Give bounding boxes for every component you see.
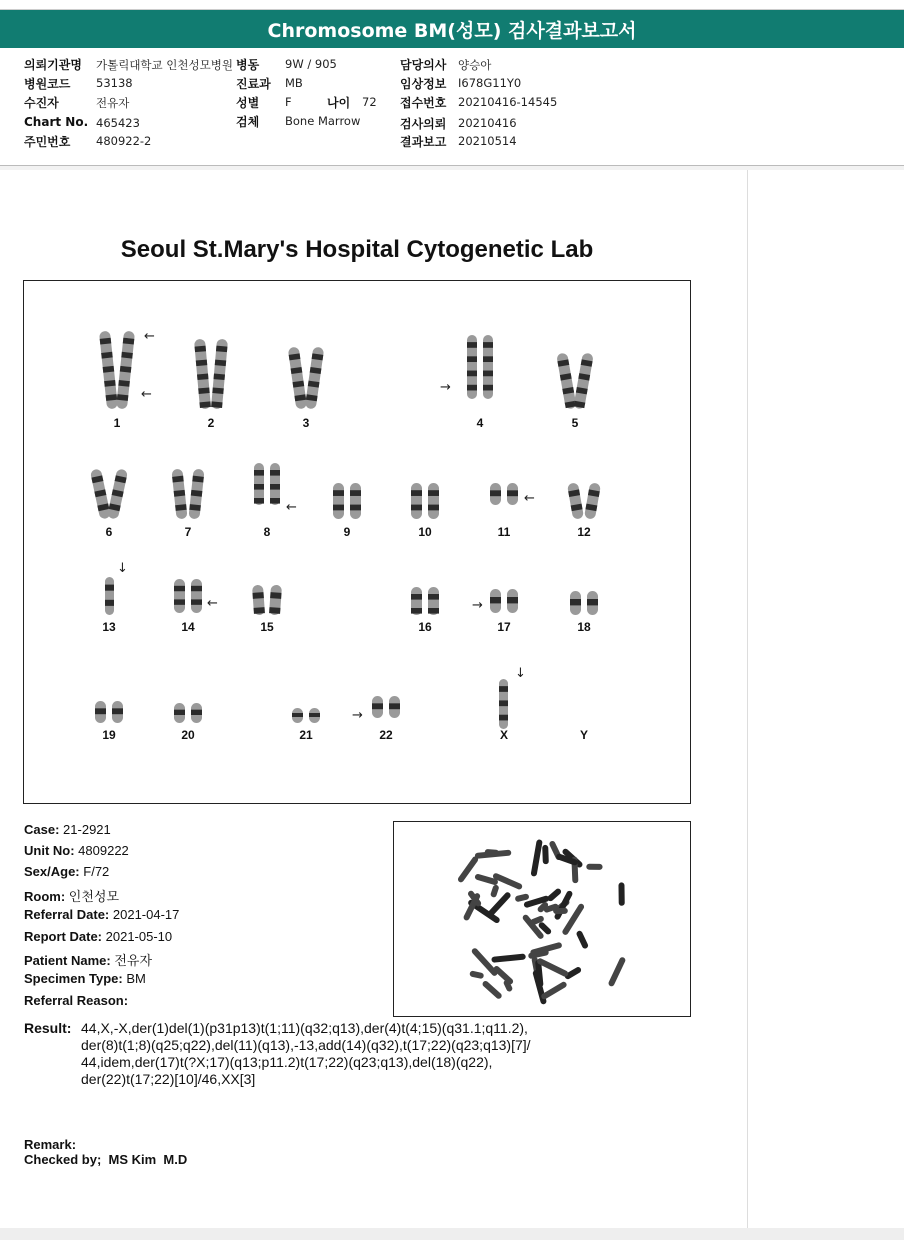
result-line: 44,X,-X,der(1)del(1)(p31p13)t(1;11)(q32;q13),der(4)t(4;15)(q31.1;q11.2),	[81, 1020, 528, 1036]
header-age-label: 나이	[327, 96, 351, 110]
chr-label-14: 14	[181, 620, 195, 634]
remark-label: Remark:	[24, 1137, 77, 1152]
chr-label-16: 16	[418, 620, 432, 634]
case-field-label: Sex/Age:	[24, 864, 80, 879]
chr-label-11: 11	[497, 525, 511, 539]
left-arrow-icon: ←	[207, 596, 218, 611]
header-left-label-3: Chart No.	[24, 115, 89, 129]
header-right-label-0: 담당의사	[400, 58, 447, 72]
chr-label-13: 13	[102, 620, 116, 634]
header-mid-value-1: MB	[285, 76, 303, 90]
chr-label-7: 7	[184, 525, 192, 539]
case-field	[24, 993, 128, 1008]
header-mid-value-2: F	[285, 95, 292, 109]
right-arrow-icon: →	[352, 708, 363, 723]
header-mid-value-3: Bone Marrow	[285, 114, 361, 128]
left-arrow-icon: ←	[141, 387, 152, 402]
left-arrow-icon: ←	[524, 491, 535, 506]
lab-title: Seoul St.Mary's Hospital Cytogenetic Lab	[120, 236, 594, 263]
chr-label-8: 8	[263, 525, 271, 539]
header-right-label-4: 결과보고	[400, 135, 447, 149]
chr-label-10: 10	[418, 525, 432, 539]
case-field	[24, 907, 179, 922]
header-mid-label-2: 성별	[236, 96, 260, 110]
header-age-value: 72	[362, 95, 377, 109]
case-field-label: Patient Name:	[24, 953, 111, 968]
header-right-value-4: 20210514	[458, 134, 517, 148]
chr-label-18: 18	[577, 620, 591, 634]
case-field-value: 4809222	[78, 843, 129, 858]
header-right-label-2: 접수번호	[400, 96, 447, 110]
karyogram-image	[23, 280, 691, 804]
chr-label-21: 21	[299, 728, 313, 742]
case-field-label: Case:	[24, 822, 60, 837]
chr-label-6: 6	[105, 525, 113, 539]
metaphase-image	[393, 821, 691, 1017]
header-left-label-0: 의뢰기관명	[24, 58, 82, 72]
report-title: Chromosome BM(성모) 검사결과보고서	[0, 10, 904, 48]
case-field-value: 전유자	[114, 953, 153, 968]
result-line: der(22)t(17;22)[10]/46,XX[3]	[81, 1071, 256, 1087]
header-left-label-2: 수진자	[24, 96, 59, 110]
left-arrow-icon: ←	[144, 329, 155, 344]
chr-label-17: 17	[497, 620, 511, 634]
header-left-value-2: 전유자	[96, 96, 130, 110]
karyogram-chromosomes	[24, 281, 689, 802]
chr-label-22: 22	[379, 728, 393, 742]
down-arrow-icon: ↓	[117, 561, 128, 576]
patient-header	[0, 48, 904, 166]
case-field-value: 2021-05-10	[105, 929, 173, 944]
header-left-label-4: 주민번호	[24, 135, 71, 149]
right-arrow-icon: →	[472, 598, 483, 613]
chr-label-4: 4	[476, 416, 484, 430]
chr-label-1: 1	[113, 416, 121, 430]
case-field-value: F/72	[83, 864, 110, 879]
header-right-label-1: 임상정보	[400, 77, 447, 91]
case-field	[24, 864, 109, 879]
case-field-value: 인천성모	[68, 889, 120, 904]
header-right-label-3: 검사의뢰	[400, 117, 447, 131]
chr-label-3: 3	[302, 416, 310, 430]
case-field	[24, 822, 111, 837]
header-right-value-2: 20210416-14545	[458, 95, 558, 109]
chr-label-2: 2	[207, 416, 215, 430]
top-strip	[0, 0, 904, 10]
bottom-strip	[0, 1228, 904, 1240]
header-right-value-3: 20210416	[458, 116, 517, 130]
case-field-label: Report Date:	[24, 929, 103, 944]
case-field-value: 2021-04-17	[112, 907, 180, 922]
checked-by: Checked by; MS Kim M.D	[24, 1152, 188, 1167]
chr-label-12: 12	[577, 525, 591, 539]
right-arrow-icon: →	[440, 380, 451, 395]
result-label: Result:	[24, 1020, 72, 1036]
case-field	[24, 950, 152, 969]
chr-label-15: 15	[260, 620, 274, 634]
case-field-value: BM	[126, 971, 146, 986]
result-line: 44,idem,der(17)t(?X;17)(q13;p11.2)t(17;22)(q23;q13),del(18)(q22),	[81, 1054, 493, 1070]
page-gutter	[748, 170, 904, 1228]
case-field-label: Unit No:	[24, 843, 75, 858]
case-field	[24, 843, 129, 858]
chr-label-20: 20	[181, 728, 195, 742]
case-field-label: Specimen Type:	[24, 971, 123, 986]
header-mid-label-0: 병동	[236, 58, 260, 72]
result-karyotype	[81, 1020, 641, 1088]
header-left-value-3: 465423	[96, 116, 140, 130]
case-field	[24, 886, 119, 905]
header-right-value-1: I678G11Y0	[458, 76, 522, 90]
header-left-value-4: 480922-2	[96, 134, 152, 148]
chr-label-19: 19	[102, 728, 116, 742]
header-left-label-1: 병원코드	[24, 77, 71, 91]
case-field	[24, 971, 146, 986]
header-mid-label-1: 진료과	[236, 77, 271, 91]
case-field-label: Referral Reason:	[24, 993, 129, 1008]
chr-label-9: 9	[343, 525, 351, 539]
header-left-value-1: 53138	[96, 76, 133, 90]
left-arrow-icon: ←	[286, 500, 297, 515]
chr-label-Y: Y	[579, 728, 589, 742]
header-right-value-0: 양승아	[458, 58, 492, 72]
chr-label-X: X	[499, 728, 509, 742]
header-mid-value-0: 9W / 905	[285, 57, 337, 71]
metaphase-spread	[394, 822, 689, 1015]
case-field-value: 21-2921	[63, 822, 111, 837]
case-field-label: Referral Date:	[24, 907, 110, 922]
header-mid-label-3: 검체	[236, 115, 260, 129]
down-arrow-icon: ↓	[515, 666, 526, 681]
case-field	[24, 929, 172, 944]
case-field-label: Room:	[24, 889, 66, 904]
chr-label-5: 5	[571, 416, 579, 430]
result-line: der(8)t(1;8)(q25;q22),del(11)(q13),-13,add(14)(q32),t(17;22)(q23;q13)[7]/	[81, 1037, 531, 1053]
header-left-value-0: 가톨릭대학교 인천성모병원	[96, 58, 233, 72]
